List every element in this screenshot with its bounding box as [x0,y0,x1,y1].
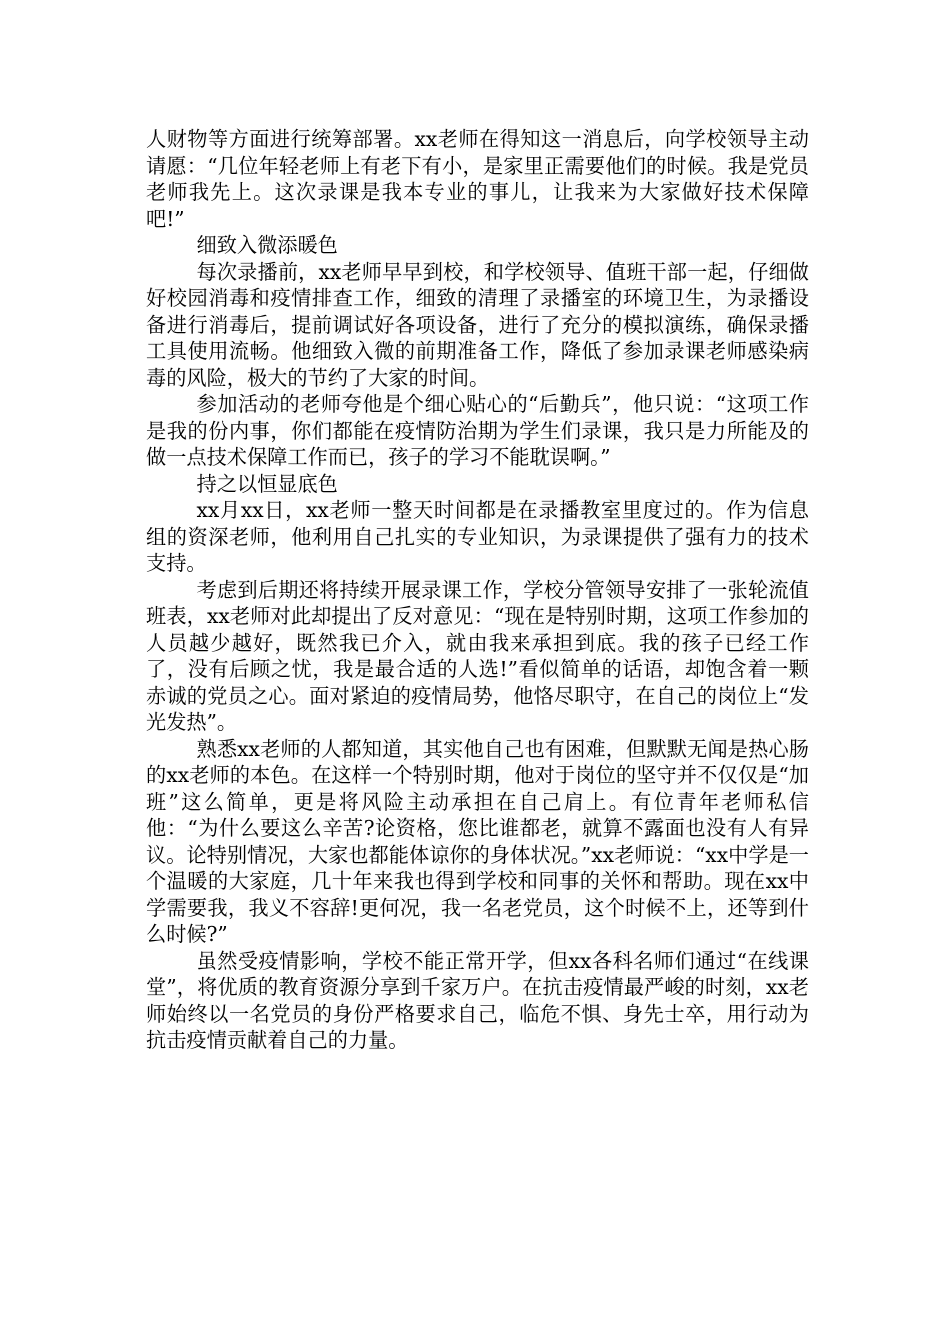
section-heading-1: 细致入微添暖色 [196,233,338,257]
paragraph-4: xx月xx日，xx老师一整天时间都是在录播教室里度过的。作为信息组的资深老师，他利用自己扎实的专业知识，为录课提供了强有力的技术支持。 [146,498,809,575]
document-page [146,126,809,1054]
section-heading-2: 持之以恒显底色 [196,471,338,496]
paragraph-3: 参加活动的老师夸他是个细心贴心的“后勤兵”，他只说：“这项工作是我的份内事，你们都能在疫情防治期为学生们录课，我只是力所能及的做一点技术保障工作而已，孩子的学习不能耽误啊。” [146,392,809,469]
paragraph-7: 虽然受疫情影响，学校不能正常开学，但xx各科名师们通过“在线课堂”，将优质的教育资源分享到千家万户。在抗击疫情最严峻的时刻，xx老师始终以一名党员的身份严格要求自己，临危不惧、身先士卒，用行动为抗击疫情贡献着自己的力量。 [146,948,809,1052]
paragraph-6: 熟悉xx老师的人都知道，其实他自己也有困难，但默默无闻是热心肠的xx老师的本色。在这样一个特别时期，他对于岗位的坚守并不仅仅是“加班”这么简单，更是将风险主动承担在自己肩上。有位青年老师私信他：“为什么要这么辛苦?论资格，您比谁都老，就算不露面也没有人有异议。论特别情况，大家也都能体谅你的身体状况。”xx老师说：“xx中学是一个温暖的大家庭，几十年来我也得到学校和同事的关怀和帮助。现在xx中学需要我，我义不容辞!更何况，我一名老党员，这个时候不上，还等到什么时候?” [146,736,809,946]
paragraph-2: 每次录播前，xx老师早早到校，和学校领导、值班干部一起，仔细做好校园消毒和疫情排查工作，细致的清理了录播室的环境卫生，为录播设备进行消毒后，提前调试好各项设备，进行了充分的模拟演练，确保录播工具使用流畅。他细致入微的前期准备工作，降低了参加录课老师感染病毒的风险，极大的节约了大家的时间。 [146,259,809,390]
paragraph-5: 考虑到后期还将持续开展录课工作，学校分管领导安排了一张轮流值班表，xx老师对此却提出了反对意见：“现在是特别时期，这项工作参加的人员越少越好，既然我已介入，就由我来承担到底。我的孩子已经工作了，没有后顾之忧，我是最合适的人选!”看似简单的话语，却饱含着一颗赤诚的党员之心。面对紧迫的疫情局势，他恪尽职守，在自己的岗位上“发光发热”。 [146,577,809,734]
paragraph-1: 人财物等方面进行统筹部署。xx老师在得知这一消息后，向学校领导主动请愿：“几位年轻老师上有老下有小，是家里正需要他们的时候。我是党员老师我先上。这次录课是我本专业的事儿，让我来为大家做好技术保障吧!” [146,127,809,231]
